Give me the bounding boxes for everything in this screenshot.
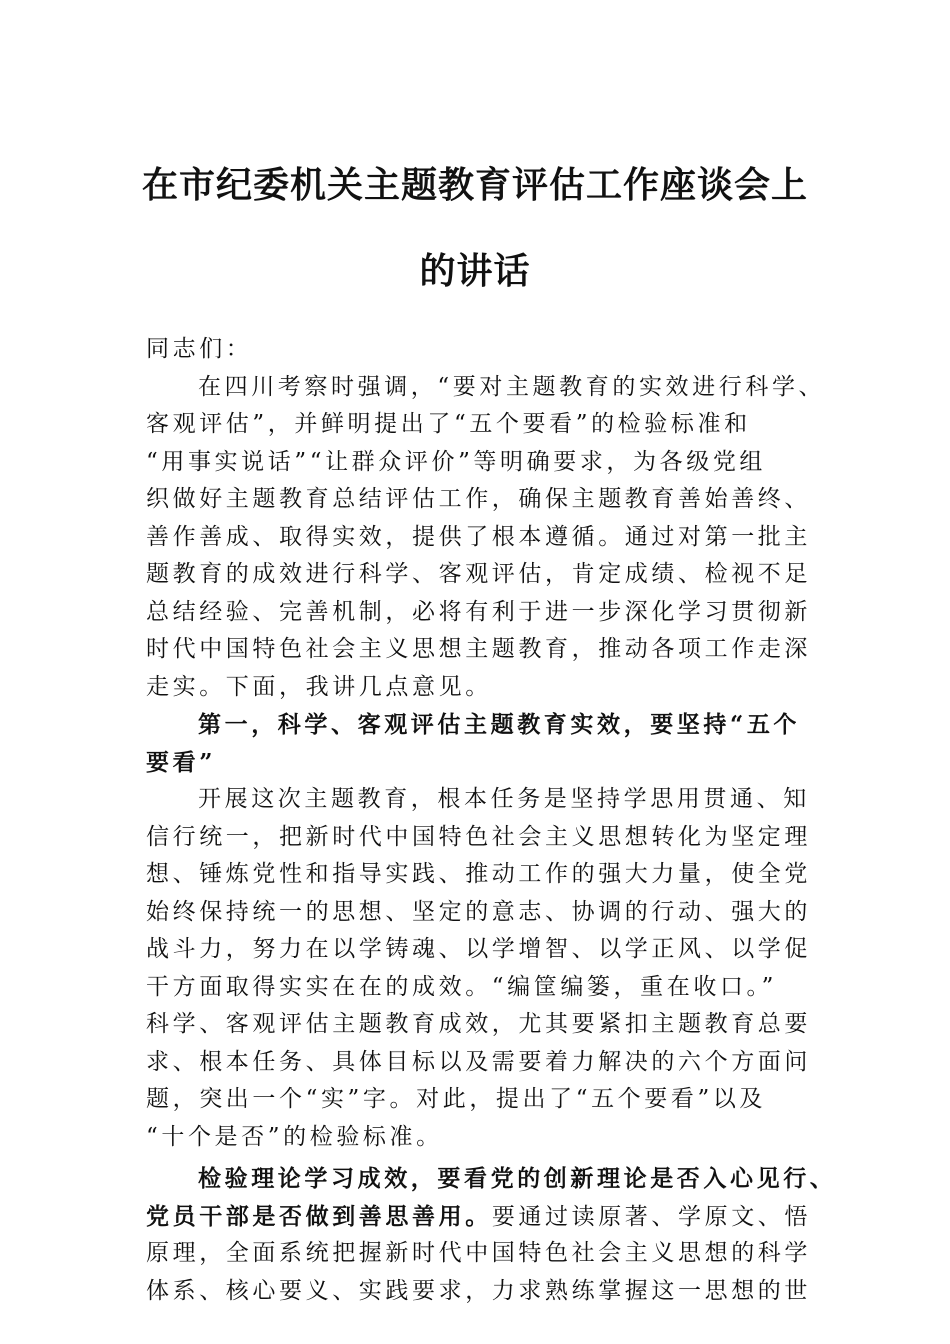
paragraph-bold-lead: 检验理论学习成效，要看党的创新理论是否入心见行、 — [198, 1165, 837, 1192]
paragraph-line: 走实。下面，我讲几点意见。 — [146, 673, 492, 700]
document-body — [146, 331, 837, 1310]
paragraph-line: 善作善成、取得实效，提供了根本遵循。通过对第一批主 — [146, 523, 811, 550]
paragraph-line: 客观评估”，并鲜明提出了“五个要看”的检验标准和 — [146, 411, 751, 437]
paragraph-mixed-line — [146, 1198, 812, 1236]
salutation: 同志们： — [146, 336, 253, 362]
title-line-1: 在市纪委机关主题教育评估工作座谈会上 — [141, 164, 808, 206]
paragraph-2 — [146, 781, 811, 1156]
paragraph-line: 总结经验、完善机制，必将有利于进一步深化学习贯彻新 — [146, 598, 811, 625]
paragraph-line: 时代中国特色社会主义思想主题教育，推动各项工作走深 — [146, 636, 811, 662]
paragraph-line: “用事实说话”“让群众评价”等明确要求，为各级党组 — [146, 448, 767, 475]
paragraph-3 — [146, 1160, 837, 1310]
paragraph-line: 科学、客观评估主题教育成效，尤其要紧扣主题教育总要 — [146, 1011, 811, 1037]
section-heading-1 — [146, 706, 806, 781]
heading-line: 第一，科学、客观评估主题教育实效，要坚持“五个 — [198, 711, 801, 738]
paragraph-line: 始终保持统一的思想、坚定的意志、协调的行动、强大的 — [146, 898, 811, 925]
paragraph-line: 在四川考察时强调，“要对主题教育的实效进行科学、 — [198, 373, 826, 400]
paragraph-line: 信行统一，把新时代中国特色社会主义思想转化为坚定理 — [146, 823, 811, 850]
paragraph-line: 原理，全面系统把握新时代中国特色社会主义思想的科学 — [146, 1240, 811, 1266]
heading-line: 要看” — [146, 748, 217, 776]
paragraph-line: 织做好主题教育总结评估工作，确保主题教育善始善终、 — [146, 486, 811, 512]
paragraph-bold-lead-end: 党员干部是否做到善思善用。 — [146, 1202, 492, 1230]
paragraph-line: “十个是否”的检验标准。 — [146, 1123, 443, 1150]
paragraph-line: 求、根本任务、具体目标以及需要着力解决的六个方面问 — [146, 1048, 811, 1075]
paragraph-line: 体系、核心要义、实践要求，力求熟练掌握这一思想的世 — [146, 1277, 811, 1304]
paragraph-line: 想、锤炼党性和指导实践、推动工作的强大力量，使全党 — [146, 861, 811, 887]
paragraph-line: 战斗力，努力在以学铸魂、以学增智、以学正风、以学促 — [146, 936, 811, 962]
paragraph-line: 题，突出一个“实”字。对此，提出了“五个要看”以及 — [146, 1086, 767, 1112]
paragraph-1 — [146, 369, 826, 707]
paragraph-text: 要通过读原著、学原文、悟 — [491, 1203, 812, 1230]
paragraph-line: 开展这次主题教育，根本任务是坚持学思用贯通、知 — [198, 786, 810, 812]
title-line-2: 的讲话 — [419, 250, 531, 292]
paragraph-line: 题教育的成效进行科学、客观评估，肯定成绩、检视不足 — [146, 561, 811, 587]
document-title — [120, 142, 830, 314]
paragraph-line: 干方面取得实实在在的成效。“编筐编篓，重在收口。” — [146, 973, 778, 1000]
